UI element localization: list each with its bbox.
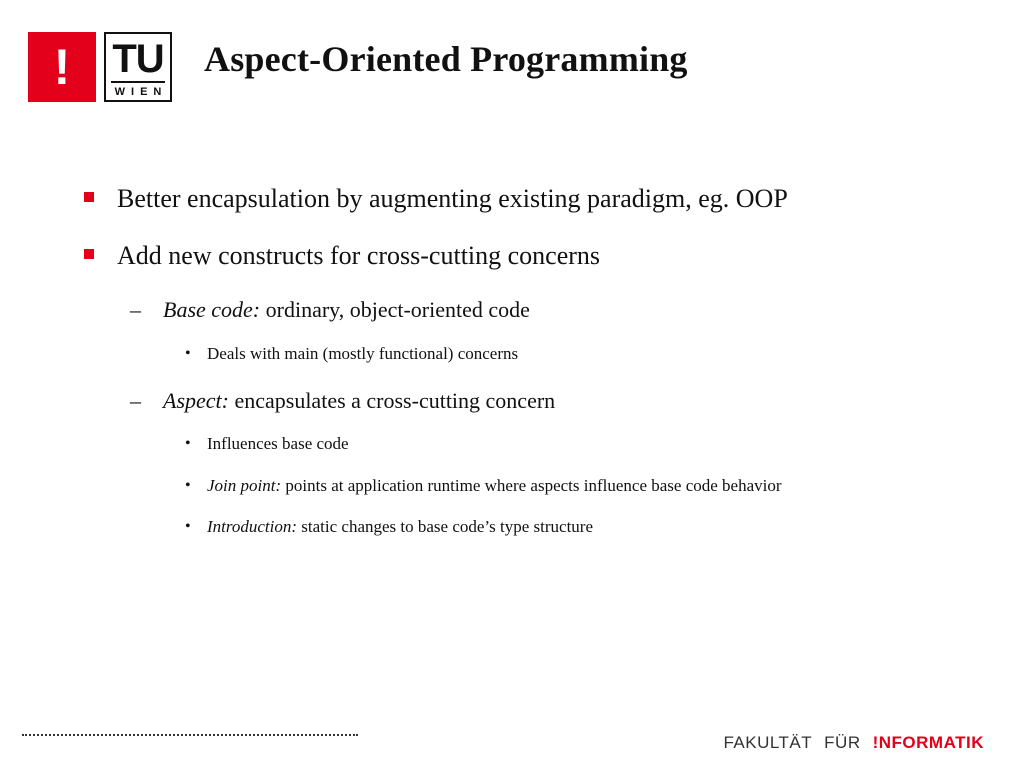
tu-exclamation-logo bbox=[28, 32, 96, 102]
footer-dotted-line bbox=[22, 734, 358, 736]
bullet-level1: Better encapsulation by augmenting existing paradigm, eg. OOP bbox=[117, 184, 788, 213]
term-base-code: Base code: bbox=[163, 297, 261, 322]
term-join-point: Join point: bbox=[207, 476, 282, 495]
bullet-level2 bbox=[163, 297, 530, 323]
dot-icon: • bbox=[185, 435, 191, 452]
dot-icon: • bbox=[185, 477, 191, 494]
dash-icon: – bbox=[130, 297, 141, 322]
dash-icon: – bbox=[130, 388, 141, 413]
bullet-square-icon bbox=[84, 249, 94, 259]
bullet-level2 bbox=[163, 388, 555, 414]
dot-icon: • bbox=[185, 345, 191, 362]
logo-wien-text: WIEN bbox=[114, 86, 168, 98]
dot-icon: • bbox=[185, 518, 191, 535]
bullet-level3 bbox=[207, 476, 782, 496]
tu-wien-logo bbox=[104, 32, 172, 102]
term-aspect: Aspect: bbox=[163, 388, 229, 413]
bullet-level2-text: encapsulates a cross-cutting concern bbox=[228, 388, 556, 413]
bullet-level3 bbox=[207, 517, 593, 537]
footer-fakultat: FAKULTÄT bbox=[723, 733, 813, 752]
bullet-level3-text: static changes to base code’s type structure bbox=[297, 517, 594, 536]
logo-tu-text: TU bbox=[112, 37, 164, 81]
slide-title: Aspect-Oriented Programming bbox=[204, 39, 688, 79]
bullet-level3-text: points at application runtime where aspects influence base code behavior bbox=[281, 476, 782, 495]
bullet-square-icon bbox=[84, 192, 94, 202]
faculty-wordmark bbox=[723, 733, 984, 753]
footer-fur: FÜR bbox=[824, 733, 861, 752]
logo-divider bbox=[111, 81, 165, 83]
bullet-level1: Add new constructs for cross-cutting concerns bbox=[117, 241, 601, 270]
bullet-level2-text: ordinary, object-oriented code bbox=[260, 297, 530, 322]
bullet-level3: Deals with main (mostly functional) concerns bbox=[207, 344, 519, 363]
logo-bang-glyph: ! bbox=[53, 39, 71, 95]
footer-informatik: !NFORMATIK bbox=[872, 733, 984, 752]
bullet-level3: Influences base code bbox=[207, 434, 349, 453]
term-introduction: Introduction: bbox=[207, 517, 298, 536]
